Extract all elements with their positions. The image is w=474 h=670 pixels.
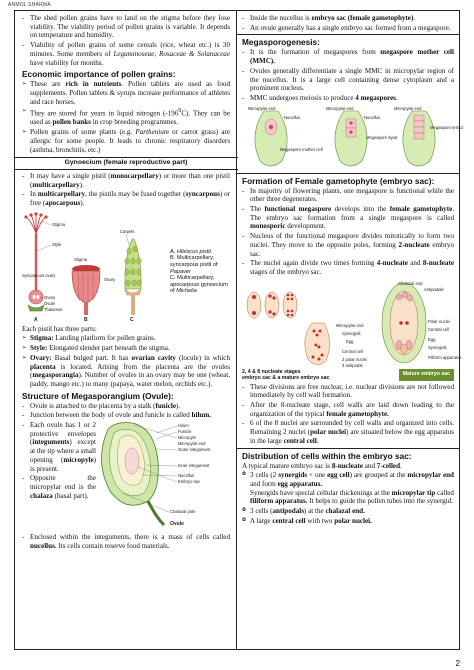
distribution-point-3: ⭗ A large central cell with two polar nuclei. <box>242 517 454 526</box>
ovule-point-5: - Enclosed within the integuments, there is a mass of cells called nucellus. Its cells contain reserve food materials. <box>22 533 230 550</box>
megasporogenesis-heading: Megasporogenesis: <box>242 37 320 48</box>
pistil-figure <box>22 211 170 323</box>
svg-text:Inner integument: Inner integument <box>178 463 210 469</box>
svg-text:Micropylar end: Micropylar end <box>394 105 422 111</box>
economic-point-1: ➢ These are rich in nutrients. Pollen tablets are used as food supplements. Pollen tablets & syrups increase performance of athletes and race horses. <box>22 80 230 106</box>
female-point-4: - The nuclei again divide two times forming 4-nucleate and 8-nucleate stages of the embryo sac. <box>242 259 454 276</box>
svg-text:Synergids: Synergids <box>428 344 447 350</box>
svg-text:2 polar nuclei: 2 polar nuclei <box>342 356 367 362</box>
ovule-text-block <box>22 421 96 501</box>
svg-text:Embryo sac: Embryo sac <box>178 479 201 485</box>
svg-text:Ovary: Ovary <box>44 294 56 300</box>
distribution-intro: A typical mature embryo sac is 8-nucleate and 7-celled. <box>242 461 402 470</box>
svg-text:Thalamus: Thalamus <box>44 306 63 312</box>
embryo-sac-point-1: - Inside the nucellus is embryo sac (female gametophyte). <box>242 14 454 23</box>
nucleate-stages <box>247 292 330 365</box>
divider-2 <box>236 173 460 174</box>
svg-text:3 antipodal: 3 antipodal <box>342 362 363 368</box>
pistil-intro: Each pistil has three parts: <box>22 324 97 333</box>
svg-text:Carpels: Carpels <box>120 228 135 234</box>
economic-point-2: ➢ They are stored for years in liquid nitrogen $(-196^0C)$. They can be used as pollen banks in crop breeding programmes. <box>22 107 230 127</box>
ovule-point-3: - Each ovule has 1 or 2 protective envelopes (integuments) except at the tip where a small opening (micropyle) is present. <box>22 421 96 473</box>
michelia-gynoecium <box>120 229 141 323</box>
svg-text:Style: Style <box>52 241 62 247</box>
economic-point-3: ➢ Pollen grains of some plants (e.g. Parthenium or carrot grass) are allergic for some people. It leads to chronic respiratory disorders (asthma, bronchitis, etc.) <box>22 128 230 154</box>
mature-embryo-sac <box>382 280 426 363</box>
megasporangium-heading: Structure of Megasporangium (Ovule): <box>22 390 174 401</box>
svg-text:Chalazal pole: Chalazal pole <box>170 509 196 515</box>
svg-text:Megaspore dyad: Megaspore dyad <box>366 134 398 140</box>
stages-caption: 2, 4 & 8 nucleate stages embryo sac & a mature embryo sac <box>242 368 330 381</box>
svg-text:Hilum: Hilum <box>178 423 189 429</box>
ovule-point-4: - Opposite the micropylar end is the chalaza (basal part). <box>22 474 96 500</box>
embryo-sac-caption-row <box>242 369 454 381</box>
female-gametophyte-heading: Formation of Female gametophyte (embryo sac): <box>242 175 435 186</box>
caption-b: B. Multicarpellary, syncarpous pistil of Papaver <box>170 255 218 275</box>
svg-text:Polar nuclei: Polar nuclei <box>428 318 450 324</box>
svg-text:Stigma: Stigma <box>52 221 66 227</box>
svg-text:Micropylar end: Micropylar end <box>326 105 354 111</box>
svg-text:A: A <box>34 316 38 323</box>
divider-3 <box>236 448 460 449</box>
svg-text:Chalazal end: Chalazal end <box>398 280 423 286</box>
megasporogenesis-point-2: - Ovules generally differentiate a single MMC in micropylar region of the nucellus. It is a large cell containing dense cytoplasm and a prominent nucleus. <box>242 67 454 93</box>
megasporogenesis-diagram <box>242 105 463 171</box>
dyad-stage <box>335 111 367 166</box>
gynoecium-point-2: - In multicarpellary, the pistils may be fused together (syncarpous) or free (apocarpous). <box>22 190 230 207</box>
svg-text:Syncarpous ovary: Syncarpous ovary <box>22 272 56 278</box>
gynoecium-point-1: - It may have a single pistil (monocarpellary) or more than one pistil (multicarpellary). <box>22 172 230 189</box>
svg-text:Funicle: Funicle <box>178 429 192 435</box>
economic-importance-heading: Economic importance of pollen grains: <box>22 69 176 80</box>
tetrad-stage <box>403 111 435 166</box>
pistil-style: ➢ Style: Elongated slender part beneath the stigma. <box>22 344 230 353</box>
svg-text:Nucellus: Nucellus <box>178 473 195 479</box>
distribution-point-1: ⭗ 3 cells (2 synergids + one egg cell) are grouped at the micropylar end and form egg apparatus. Synergids have special cellular thickenings at the micropylar tip called filiform apparatus. It helps to guide the pollen tubes into the synergid. <box>242 471 454 506</box>
pistil-stigma: ➢ Stigma: Landing platform for pollen grains. <box>22 334 230 343</box>
mature-caption: Mature embryo sac <box>399 369 454 381</box>
svg-text:B: B <box>84 316 88 323</box>
division-point-2: - After the 8-nucleate stage, cell walls are laid down leading to the organization of the typical female gametophyte. <box>242 401 454 418</box>
svg-text:Megaspore mother cell: Megaspore mother cell <box>280 146 323 152</box>
svg-text:Egg: Egg <box>346 338 354 344</box>
right-column <box>242 14 463 527</box>
svg-text:Micropyle: Micropyle <box>178 435 196 441</box>
svg-text:Ovule: Ovule <box>170 521 184 528</box>
ovule-section <box>22 421 230 533</box>
svg-text:Nucellus: Nucellus <box>284 114 301 120</box>
embryo-sac-point-2: - An ovule generally has a single embryo sac formed from a megaspore. <box>242 24 454 33</box>
svg-text:Micropylar end: Micropylar end <box>248 105 276 111</box>
svg-text:Outer integument: Outer integument <box>178 447 211 453</box>
page-number: 2 <box>455 659 460 668</box>
author-header: ANMOL SHARMA <box>8 2 51 8</box>
ovule-point-1: - Ovule is attached to the placenta by a stalk (funicle). <box>22 402 230 411</box>
distribution-heading: Distribution of cells within the embryo sac: <box>242 450 412 461</box>
megasporogenesis-point-3: - MMC undergoes meiosis to produce 4 megaspores. <box>242 94 454 103</box>
svg-text:C: C <box>130 316 134 323</box>
caption-a: A. Hibiscus pistil. <box>170 248 213 255</box>
viability-point-2: - Viability of pollen grains of some cereals (rice, wheat etc.) is 30 minutes. Some members of Leguminoseae, Rosaceae & Solanaceae have viability for months. <box>22 41 230 67</box>
svg-text:Nucellus: Nucellus <box>364 114 381 120</box>
svg-text:Filiform apparatus: Filiform apparatus <box>428 354 462 360</box>
divider <box>236 34 460 35</box>
column-divider <box>236 10 237 650</box>
svg-text:Central cell: Central cell <box>342 348 363 354</box>
svg-text:Micropylar end: Micropylar end <box>336 322 364 328</box>
svg-text:Synergids: Synergids <box>342 330 361 336</box>
left-column <box>22 14 230 551</box>
distribution-point-2: ⭗ 3 cells (antipodals) at the chalazal end. <box>242 507 454 516</box>
mmc-stage <box>255 111 287 166</box>
female-point-1: - In majority of flowering plants, one megaspore is functional while the other three degenerates. <box>242 187 454 204</box>
female-point-2: - The functional megaspore develops into the female gametophyte. The embryo sac formation from a single megaspore is called monosporic development. <box>242 205 454 231</box>
megasporogenesis-point-1: - It is the formation of megaspores from megaspore mother cell (MMC). <box>242 48 454 65</box>
pistil-figure-caption <box>170 249 228 295</box>
division-point-1: - These divisions are free nuclear, i.e. nuclear divisions are not followed immediately by cell wall formation. <box>242 383 454 400</box>
svg-text:Ovary: Ovary <box>104 276 116 282</box>
pistil-ovary: ➢ Ovary: Basal bulged part. It has ovarian cavity (locule) in which placenta is located. Arising from the placenta are the ovules (megasporangia). Number of ovules in an ovary may be one (wheat, paddy, mango etc.) to many (papaya, water melon, orchids etc.). <box>22 354 230 389</box>
caption-c: C. Multicarpellary, apocarpous gynoecium of Michelia <box>170 275 228 295</box>
female-point-3: - Nucleus of the functional megaspore divides mitotically to form two nuclei. They move to the opposite poles, forming 2-nucleate embryo sac. <box>242 232 454 258</box>
svg-text:Antipodals: Antipodals <box>424 286 444 292</box>
svg-text:Micropylar end: Micropylar end <box>178 441 206 447</box>
pistil-figure-row <box>22 209 230 325</box>
svg-text:Stigma: Stigma <box>74 256 88 262</box>
svg-text:Central cell: Central cell <box>428 326 449 332</box>
ovule-point-2: - Junction between the body of ovule and funicle is called hilum. <box>22 411 230 420</box>
ovule-diagram <box>98 421 230 529</box>
svg-text:Megaspore tetrad: Megaspore tetrad <box>430 124 463 130</box>
svg-text:Egg: Egg <box>428 336 436 342</box>
embryo-sac-diagram <box>242 279 462 371</box>
papaver-pistil <box>72 257 116 323</box>
hibiscus-pistil <box>22 212 66 323</box>
viability-point-1: - The shed pollen grains have to land on the stigma before they lose viability. The viability period of pollen grains is variable. It depends on temperature and humidity. <box>22 14 230 40</box>
division-point-3: - 6 of the 8 nuclei are surrounded by cell walls and organized into cells. Remaining 2 nuclei (polar nuclei) are situated below the egg apparatus in the large central cell. <box>242 419 454 445</box>
svg-text:Ovule: Ovule <box>44 300 55 306</box>
gynoecium-heading: Gynoecium (female reproductive part) <box>14 157 238 170</box>
